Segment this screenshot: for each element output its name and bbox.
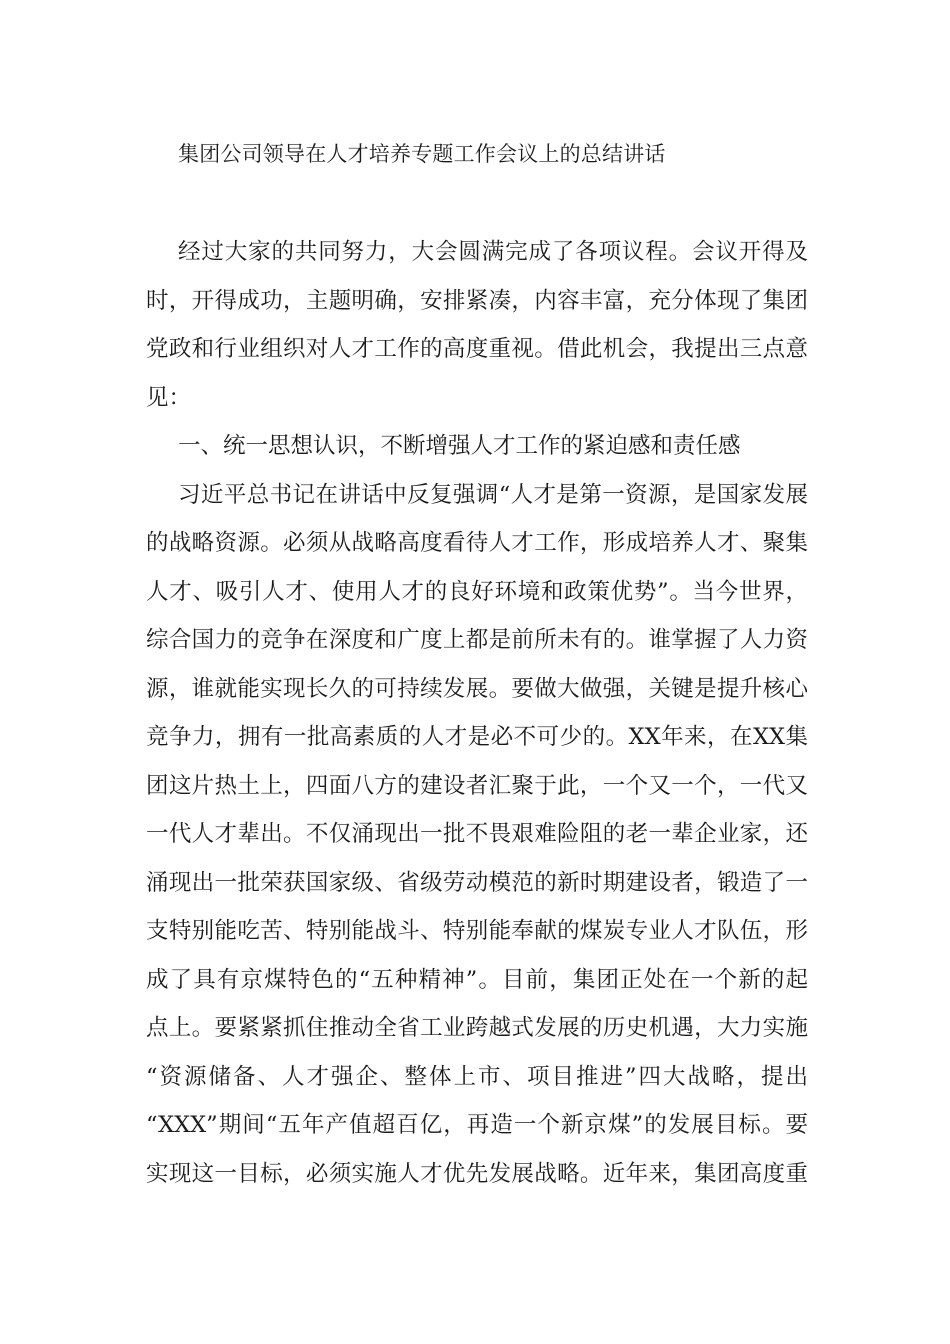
- text-line: 经过大家的共同努力，大会圆满完成了各项议程。会议开得及: [178, 239, 808, 265]
- text-line: 一、统一思想认识，不断增强人才工作的紧迫感和责任感: [178, 433, 741, 459]
- document-title: 集团公司领导在人才培养专题工作会议上的总结讲话: [178, 142, 666, 166]
- text-line: 支特别能吃苦、特别能战斗、特别能奉献的煤炭专业人才队伍，形: [146, 918, 808, 944]
- text-line: 成了具有京煤特色的“五种精神”。目前，集团正处在一个新的起: [146, 966, 808, 993]
- text-line: 竞争力，拥有一批高素质的人才是必不可少的。XX年来，在XX集: [146, 724, 808, 750]
- text-line: “资源储备、人才强企、整体上市、项目推进”四大战略，提出: [146, 1063, 808, 1090]
- document-body: [146, 232, 808, 1202]
- text-line: 见：: [146, 384, 192, 411]
- text-line: 人才、吸引人才、使用人才的良好环境和政策优势”。当今世界，: [146, 578, 808, 605]
- text-line: 涌现出一批荣获国家级、省级劳动模范的新时期建设者，锻造了一: [146, 869, 808, 896]
- text-line: 时，开得成功，主题明确，安排紧凑，内容丰富，充分体现了集团: [146, 287, 808, 314]
- text-line: 综合国力的竞争在深度和广度上都是前所未有的。谁掌握了人力资: [146, 627, 808, 653]
- text-line: 点上。要紧紧抓住推动全省工业跨越式发展的历史机遇，大力实施: [146, 1015, 808, 1041]
- text-line: 的战略资源。必须从战略高度看待人才工作，形成培养人才、聚集: [146, 530, 808, 556]
- text-line: 源，谁就能实现长久的可持续发展。要做大做强，关键是提升核心: [146, 675, 808, 702]
- text-line: 习近平总书记在讲话中反复强调“人才是第一资源，是国家发展: [178, 481, 808, 508]
- text-line: 党政和行业组织对人才工作的高度重视。借此机会，我提出三点意: [146, 336, 808, 362]
- text-line: “XXX”期间“五年产值超百亿，再造一个新京煤”的发展目标。要: [146, 1112, 808, 1138]
- text-line: 实现这一目标，必须实施人才优先发展战略。近年来，集团高度重: [146, 1160, 808, 1187]
- text-line: 一代人才辈出。不仅涌现出一批不畏艰难险阻的老一辈企业家，还: [146, 821, 808, 847]
- text-line: 团这片热土上，四面八方的建设者汇聚于此，一个又一个，一代又: [146, 772, 808, 799]
